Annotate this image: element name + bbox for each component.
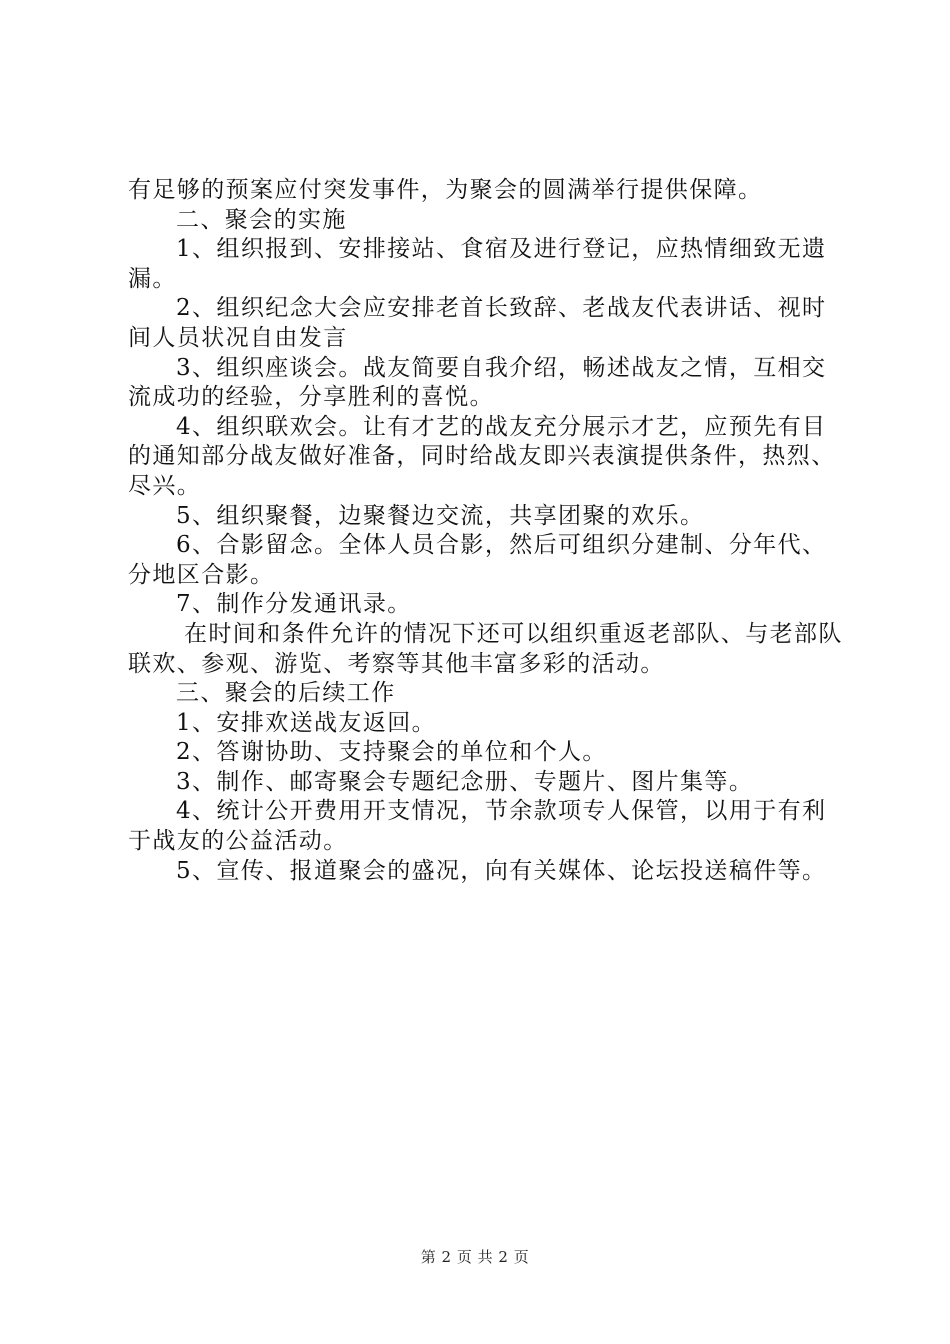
paragraph-4: 2、组织纪念大会应安排老首长致辞、老战友代表讲话、视时间人员状况自由发言 bbox=[128, 295, 827, 351]
paragraph-3: 1、组织报到、安排接站、食宿及进行登记，应热情细致无遗漏。 bbox=[128, 236, 827, 292]
paragraph-7: 5、组织聚餐，边聚餐边交流，共享团聚的欢乐。 bbox=[176, 502, 705, 529]
paragraph-10: 在时间和条件允许的情况下还可以组织重返老部队、与老部队联欢、参观、游览、考察等其他丰富多彩的活动。 bbox=[128, 620, 843, 677]
paragraph-5: 3、组织座谈会。战友简要自我介绍，畅述战友之情，互相交流成功的经验，分享胜利的喜悦。 bbox=[128, 354, 827, 411]
section-heading-followup: 三、聚会的后续工作 bbox=[176, 680, 396, 707]
paragraph-9: 7、制作分发通讯录。 bbox=[176, 591, 412, 618]
paragraph-8: 6、合影留念。全体人员合影，然后可组织分建制、分年代、分地区合影。 bbox=[128, 532, 827, 588]
paragraph-6: 4、组织联欢会。让有才艺的战友充分展示才艺，应预先有目的通知部分战友做好准备，同时给战友即兴表演提供条件，热烈、尽兴。 bbox=[128, 413, 836, 499]
document-body bbox=[128, 176, 848, 886]
paragraph-1: 有足够的预案应付突发事件，为聚会的圆满举行提供保障。 bbox=[128, 177, 763, 203]
paragraph-16: 5、宣传、报道聚会的盛况，向有关媒体、论坛投送稿件等。 bbox=[176, 857, 827, 884]
paragraph-12: 1、安排欢送战友返回。 bbox=[176, 709, 437, 736]
section-heading-implementation: 二、聚会的实施 bbox=[176, 206, 347, 233]
page-number-footer: 第 2 页 共 2 页 bbox=[420, 1248, 530, 1266]
paragraph-13: 2、答谢协助、支持聚会的单位和个人。 bbox=[176, 739, 607, 766]
paragraph-15: 4、统计公开费用开支情况，节余款项专人保管，以用于有利于战友的公益活动。 bbox=[128, 798, 827, 855]
paragraph-14: 3、制作、邮寄聚会专题纪念册、专题片、图片集等。 bbox=[176, 768, 754, 795]
